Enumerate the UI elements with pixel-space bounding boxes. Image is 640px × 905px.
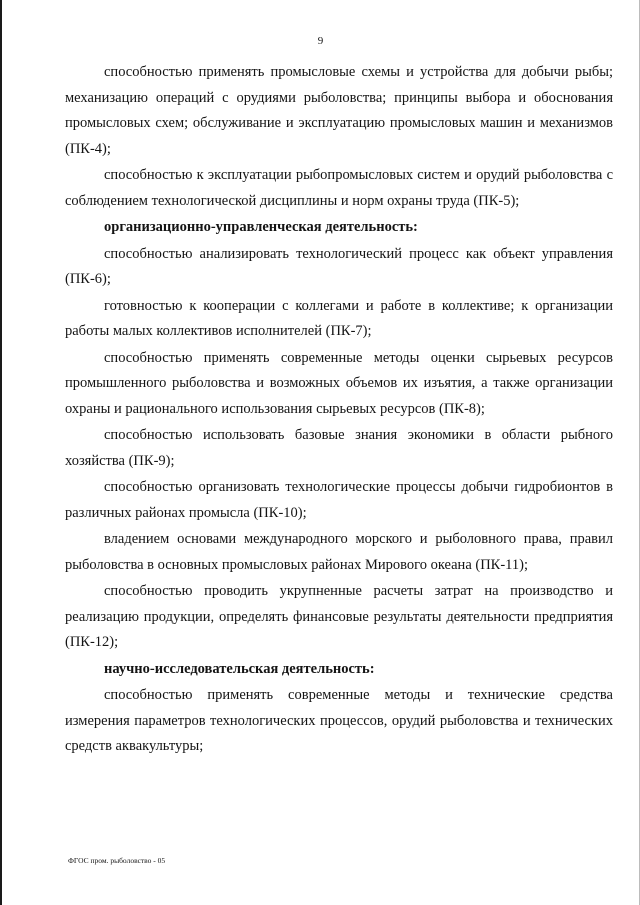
competency-pk6: способностью анализировать технологический процесс как объект управления (ПК-6); [65,245,613,287]
page-footer: ФГОС пром. рыболовство - 05 [68,856,166,865]
competency-pk12: способностью проводить укрупненные расчеты затрат на производство и реализацию продукции, определять финансовые результаты деятельности предприятия (ПК-12); [65,583,613,650]
competency-pk5: способностью к эксплуатации рыбопромысловых систем и орудий рыболовства с соблюдением технологической дисциплины и норм охраны труда (ПК-5); [65,167,613,209]
section-heading-management: организационно-управленческая деятельность: [104,219,418,235]
competency-pk8: способностью применять современные методы оценки сырьевых ресурсов промышленного рыболовства и возможных объемов их изъятия, а также организации охраны и рационального использования сырьевых ресурсов (ПК-8); [65,349,613,417]
competency-research-methods: способностью применять современные методы и технические средства измерения параметров технологических процессов, орудий рыболовства и технических средств аквакультуры; [65,687,613,754]
competency-pk9: способностью использовать базовые знания экономики в области рыбного хозяйства (ПК-9); [65,427,613,469]
section-heading-research: научно-исследовательская деятельность: [104,660,375,677]
competency-pk4: способностью применять промысловые схемы и устройства для добычи рыбы; механизацию операций с орудиями рыболовства; принципы выбора и обоснования промысловых схем; обслуживание и эксплуатацию промысловых машин и механизмов (ПК-4); [65,64,613,157]
competency-pk10: способностью организовать технологические процессы добычи гидробионтов в различных районах промысла (ПК-10); [65,479,613,521]
document-body [65,60,613,761]
page-number: 9 [317,35,324,47]
competency-pk7: готовностью к кооперации с коллегами и работе в коллективе; к организации работы малых коллективов исполнителей (ПК-7); [65,297,613,339]
competency-pk11: владением основами международного морского и рыболовного права, правил рыболовства в основных промысловых районах Мирового океана (ПК-11); [65,531,613,573]
